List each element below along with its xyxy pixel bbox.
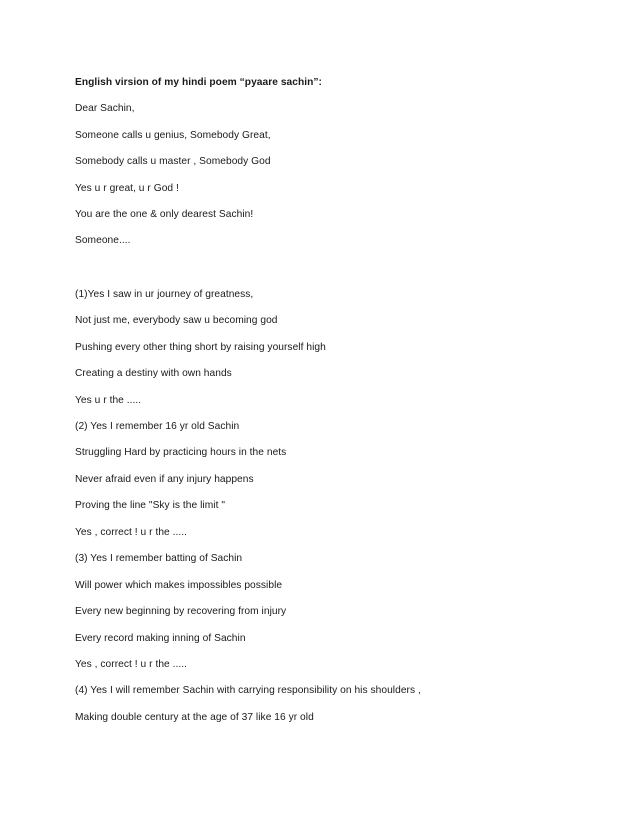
document-title: English virsion of my hindi poem “pyaare sachin”: <box>75 77 322 88</box>
poem-line: (4) Yes I will remember Sachin with carrying responsibility on his shoulders , <box>75 685 421 696</box>
poem-line: Someone calls u genius, Somebody Great, <box>75 130 271 141</box>
poem-line: Yes u r great, u r God ! <box>75 183 179 194</box>
poem-line: Every new beginning by recovering from injury <box>75 606 287 617</box>
poem-line: Not just me, everybody saw u becoming god <box>75 315 278 326</box>
poem-line: (1)Yes I saw in ur journey of greatness, <box>75 289 254 300</box>
poem-line: (2) Yes I remember 16 yr old Sachin <box>75 421 240 432</box>
poem-line: Struggling Hard by practicing hours in the nets <box>75 447 287 458</box>
poem-line: Making double century at the age of 37 like 16 yr old <box>75 712 314 723</box>
poem-line: Dear Sachin, <box>75 103 135 114</box>
poem-line: Proving the line "Sky is the limit " <box>75 500 226 511</box>
poem-line: Someone.... <box>75 235 131 246</box>
poem-line: You are the one & only dearest Sachin! <box>75 209 254 220</box>
poem-line: Yes u r the ..... <box>75 395 142 406</box>
poem-line: (3) Yes I remember batting of Sachin <box>75 553 243 564</box>
poem-line: Never afraid even if any injury happens <box>75 474 254 485</box>
poem-line: Yes , correct ! u r the ..... <box>75 659 188 670</box>
poem-line: Yes , correct ! u r the ..... <box>75 527 188 538</box>
poem-line: Creating a destiny with own hands <box>75 368 232 379</box>
poem-line: Somebody calls u master , Somebody God <box>75 156 271 167</box>
poem-line: Pushing every other thing short by raising yourself high <box>75 342 326 353</box>
poem-line: Will power which makes impossibles possible <box>75 580 283 591</box>
poem-line: Every record making inning of Sachin <box>75 633 246 644</box>
